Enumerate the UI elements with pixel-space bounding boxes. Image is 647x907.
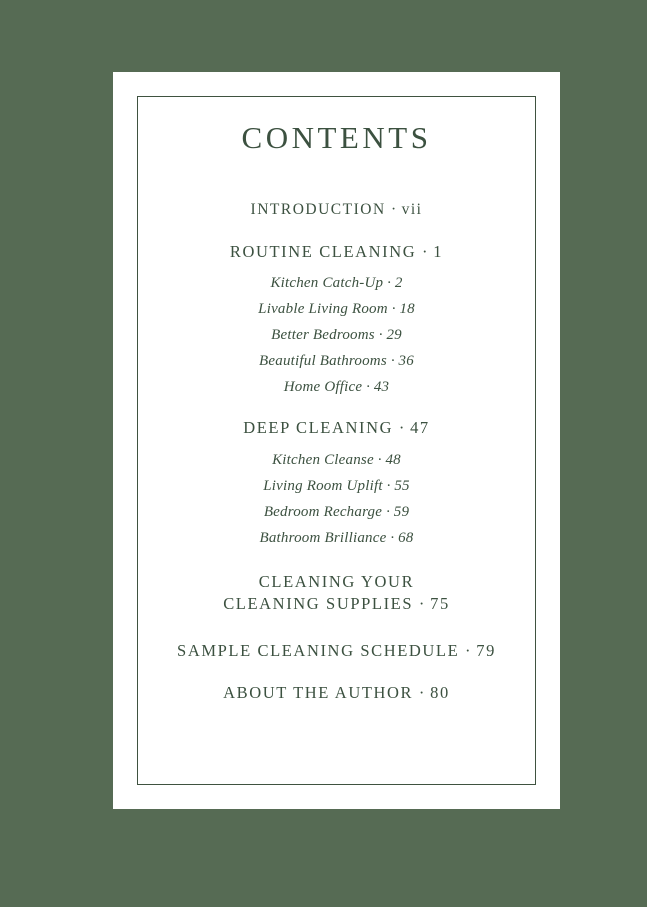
toc-entry-label: Livable Living Room [258,301,388,317]
toc-entry-introduction[interactable] [113,202,560,218]
toc-entry-page: 2 [394,275,403,291]
page-title: CONTENTS [241,120,432,155]
toc-separator: · [422,241,428,261]
toc-separator: · [386,503,390,520]
toc-entry-livable-living-room[interactable] [113,302,560,317]
spacer [113,557,560,571]
toc-section-deep-cleaning [113,420,560,546]
toc-separator: · [418,682,425,702]
toc-entry-label: Better Bedrooms [271,327,375,343]
toc-separator: · [366,379,370,395]
toc-entry-label-line2: CLEANING SUPPLIES [223,593,414,613]
toc-entry-bedroom-recharge[interactable] [113,505,560,520]
toc-section-heading-deep-cleaning[interactable] [113,420,560,437]
toc-separator: · [377,451,382,468]
toc-entry-label: DEEP CLEANING [243,418,394,437]
toc-entry-page: 48 [385,451,401,468]
toc-entry-beautiful-bathrooms[interactable] [113,354,560,369]
toc-separator: · [418,593,425,613]
toc-entry-home-office[interactable] [113,380,560,395]
toc-entry-about-the-author[interactable] [113,682,560,702]
toc-entry-label: Kitchen Catch-Up [270,275,384,291]
toc-entry-label: INTRODUCTION [250,201,386,218]
toc-separator: · [390,529,395,546]
toc-entry-label: Beautiful Bathrooms [259,353,387,369]
toc-separator: · [465,641,471,661]
toc-entry-kitchen-cleanse[interactable] [113,453,560,468]
toc-entry-label: Bathroom Brilliance [259,529,387,546]
toc-entry-page: 79 [476,641,496,661]
toc-separator: · [391,201,397,218]
toc-entry-page: 1 [433,241,444,261]
toc-section-routine-cleaning [113,241,560,396]
toc-separator: · [398,418,405,437]
toc-entry-page: 68 [398,529,414,546]
toc-entry-cleaning-your-cleaning-supplies[interactable] [113,571,560,616]
toc-entry-page: 43 [373,379,390,395]
toc-entry-bathroom-brilliance[interactable] [113,531,560,546]
toc-entry-label: Bedroom Recharge [263,503,383,520]
toc-separator: · [390,353,395,369]
toc-entry-label: SAMPLE CLEANING SCHEDULE [177,641,460,661]
toc-separator: · [387,275,391,291]
toc-entry-living-room-uplift[interactable] [113,479,560,494]
toc-entry-label: Living Room Uplift [263,477,383,494]
table-of-contents [113,120,560,717]
toc-entry-page: 80 [430,682,450,702]
toc-entry-kitchen-catch-up[interactable] [113,276,560,291]
toc-entry-page: 47 [410,418,430,437]
toc-entry-page: vii [401,201,423,218]
toc-entry-label: ROUTINE CLEANING [229,241,417,261]
toc-entry-label: Kitchen Cleanse [272,451,374,468]
toc-separator: · [391,301,396,317]
toc-entry-sample-cleaning-schedule[interactable] [113,643,560,660]
toc-entry-page: 29 [386,327,402,343]
toc-entry-page: 55 [394,477,410,494]
toc-separator: · [378,327,383,343]
toc-entry-label-line1: CLEANING YOUR [258,571,415,591]
toc-entry-label: Home Office [283,379,363,395]
toc-entry-page: 18 [399,301,415,317]
toc-section-heading-routine-cleaning[interactable] [113,241,560,261]
toc-entry-better-bedrooms[interactable] [113,328,560,343]
book-page [113,72,560,809]
toc-entry-page: 75 [430,593,450,613]
toc-entry-page: 59 [393,503,410,520]
toc-separator: · [386,477,391,494]
toc-entry-label: ABOUT THE AUTHOR [223,682,414,702]
toc-entry-page: 36 [398,353,414,369]
